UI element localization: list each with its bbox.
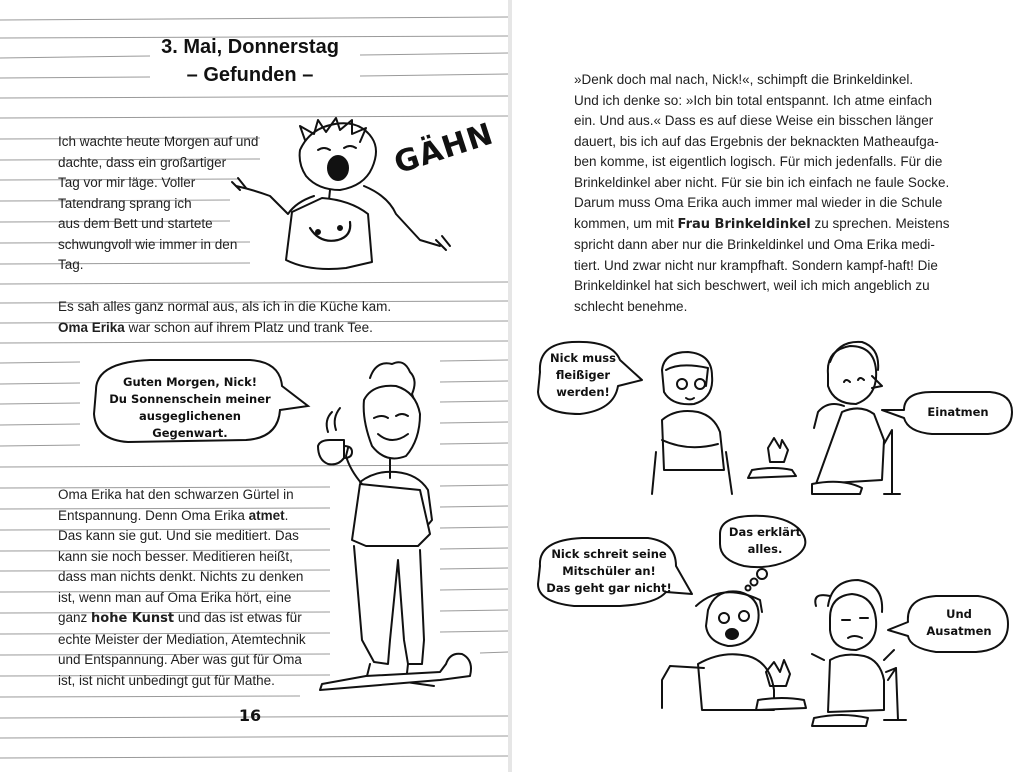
greeting-line-2: Du Sonnenschein meiner xyxy=(109,392,271,406)
teacher-bubble-2-line-3: Das geht gar nicht! xyxy=(546,581,672,595)
right-page xyxy=(512,0,1020,772)
oma-bubble-2-line-1: Und xyxy=(946,607,972,621)
kitchen-line-2-rest: war schon auf ihrem Platz und trank Tee. xyxy=(124,319,373,335)
oma-paragraph xyxy=(58,485,348,691)
teacher-bubble-1-line-2: fleißiger xyxy=(555,368,611,382)
oma-erika-bold: Oma Erika xyxy=(58,319,125,335)
date-heading: 3. Mai, Donnerstag xyxy=(161,36,339,58)
teacher-bubble-2-line-2: Mitschüler an! xyxy=(562,564,656,578)
teacher-bubble-1-line-3: werden! xyxy=(556,385,610,399)
intro-line-2: dachte, dass ein großartiger xyxy=(58,154,227,170)
thought-bubble-line-1: Das erklärt xyxy=(728,525,802,539)
page-number: 16 xyxy=(238,706,262,725)
school-line-10: tiert. Und zwar nicht nur krampfhaft. Sondern kampf-haft! Die xyxy=(574,257,938,273)
oma-line-9: und Entspannung. Aber was gut für Oma xyxy=(58,652,302,667)
oma-line-10: ist, ist nicht unbedingt gut für Mathe. xyxy=(58,672,275,688)
school-line-6: Brinkeldinkel aber nicht. Für sie bin ich einfach ne faule Socke. xyxy=(574,174,950,190)
greeting-line-3: ausgeglichenen Gegenwart. xyxy=(139,409,241,440)
school-line-1: »Denk doch mal nach, Nick!«, schimpft die Brinkeldinkel. xyxy=(574,72,914,87)
school-line-5: ben komme, ist eigentlich logisch. Für mich jedenfalls. Für die xyxy=(574,154,943,169)
school-line-8-pre: kommen, um mit xyxy=(574,215,678,231)
oma-line-7 xyxy=(58,608,348,630)
oma-line-8: echte Meister der Mediation, Atemtechnik xyxy=(58,631,306,647)
teacher-bubble-2-text xyxy=(542,546,676,597)
oma-line-5: dass man nichts denkt. Nichts zu denken xyxy=(58,569,304,584)
school-line-4: dauert, bis ich auf das Ergebnis der beknackten Matheaufga- xyxy=(574,133,939,149)
oma-line-4: kann sie noch besser. Meditieren heißt, xyxy=(58,548,293,564)
left-page xyxy=(0,0,508,772)
school-line-2: Und ich denke so: »Ich bin total entspannt. Ich atme einfach xyxy=(574,92,932,108)
intro-line-1: Ich wachte heute Morgen auf und xyxy=(58,134,259,149)
kitchen-line-1: Es sah alles ganz normal aus, als ich in die Küche kam. xyxy=(58,299,392,314)
hohe-kunst-hand: hohe Kunst xyxy=(91,611,175,626)
oma-line-7-post: und das ist etwas für xyxy=(174,610,302,625)
oma-line-2-pre: Entspannung. Denn Oma Erika xyxy=(58,507,249,523)
greeting-line-1: Guten Morgen, Nick! xyxy=(123,375,257,389)
thought-dot-2 xyxy=(751,579,758,586)
oma-line-1: Oma Erika hat den schwarzen Gürtel in xyxy=(58,487,294,502)
intro-line-3: Tag vor mir läge. Voller xyxy=(58,175,196,190)
intro-line-7: Tag. xyxy=(58,257,84,272)
oma-line-6: ist, wenn man auf Oma Erika hört, eine xyxy=(58,589,292,605)
school-line-8-post: zu sprechen. Meistens xyxy=(810,215,950,231)
oma-line-2 xyxy=(58,506,348,527)
atmet-bold: atmet xyxy=(248,507,285,523)
chapter-title: – Gefunden – xyxy=(186,64,314,86)
frau-brinkeldinkel-hand: Frau Brinkeldinkel xyxy=(677,216,811,232)
school-line-7: Darum muss Oma Erika auch immer mal wieder in die Schule xyxy=(574,195,943,210)
thought-dot-1 xyxy=(757,569,767,579)
thought-bubble-line-2: alles. xyxy=(747,542,783,556)
teacher-bubble-1-line-1: Nick muss xyxy=(550,351,616,365)
oma-bubble-2-line-2: Ausatmen xyxy=(926,624,992,638)
intro-line-5: aus dem Bett und startete xyxy=(58,216,213,231)
oma-line-7-pre: ganz xyxy=(58,610,92,625)
teacher-meeting-illustration-2 xyxy=(512,0,1020,772)
intro-line-4: Tatendrang sprang ich xyxy=(58,195,192,211)
oma-line-3: Das kann sie gut. Und sie meditiert. Das xyxy=(58,528,299,543)
teacher-bubble-2-line-1: Nick schreit seine xyxy=(551,547,667,561)
thought-dot-3 xyxy=(746,586,751,591)
intro-line-6: schwungvoll wie immer in den xyxy=(58,236,238,252)
school-line-9: spricht dann aber nur die Brinkeldinkel und Oma Erika medi- xyxy=(574,237,935,252)
oma-bubble-2-text xyxy=(910,606,1008,640)
school-line-12: schlecht benehme. xyxy=(574,298,688,314)
school-line-11: Brinkeldinkel hat sich beschwert, weil ich mich angeblich zu xyxy=(574,278,930,293)
oma-line-2-post: . xyxy=(284,507,289,523)
thought-bubble-text xyxy=(724,524,806,558)
yawn-sound-effect: GÄHN xyxy=(390,116,498,182)
oma-bubble-1-line-1: Einatmen xyxy=(927,405,989,419)
school-line-3: ein. Und aus.« Dass es auf diese Weise ein bisschen länger xyxy=(574,113,934,128)
